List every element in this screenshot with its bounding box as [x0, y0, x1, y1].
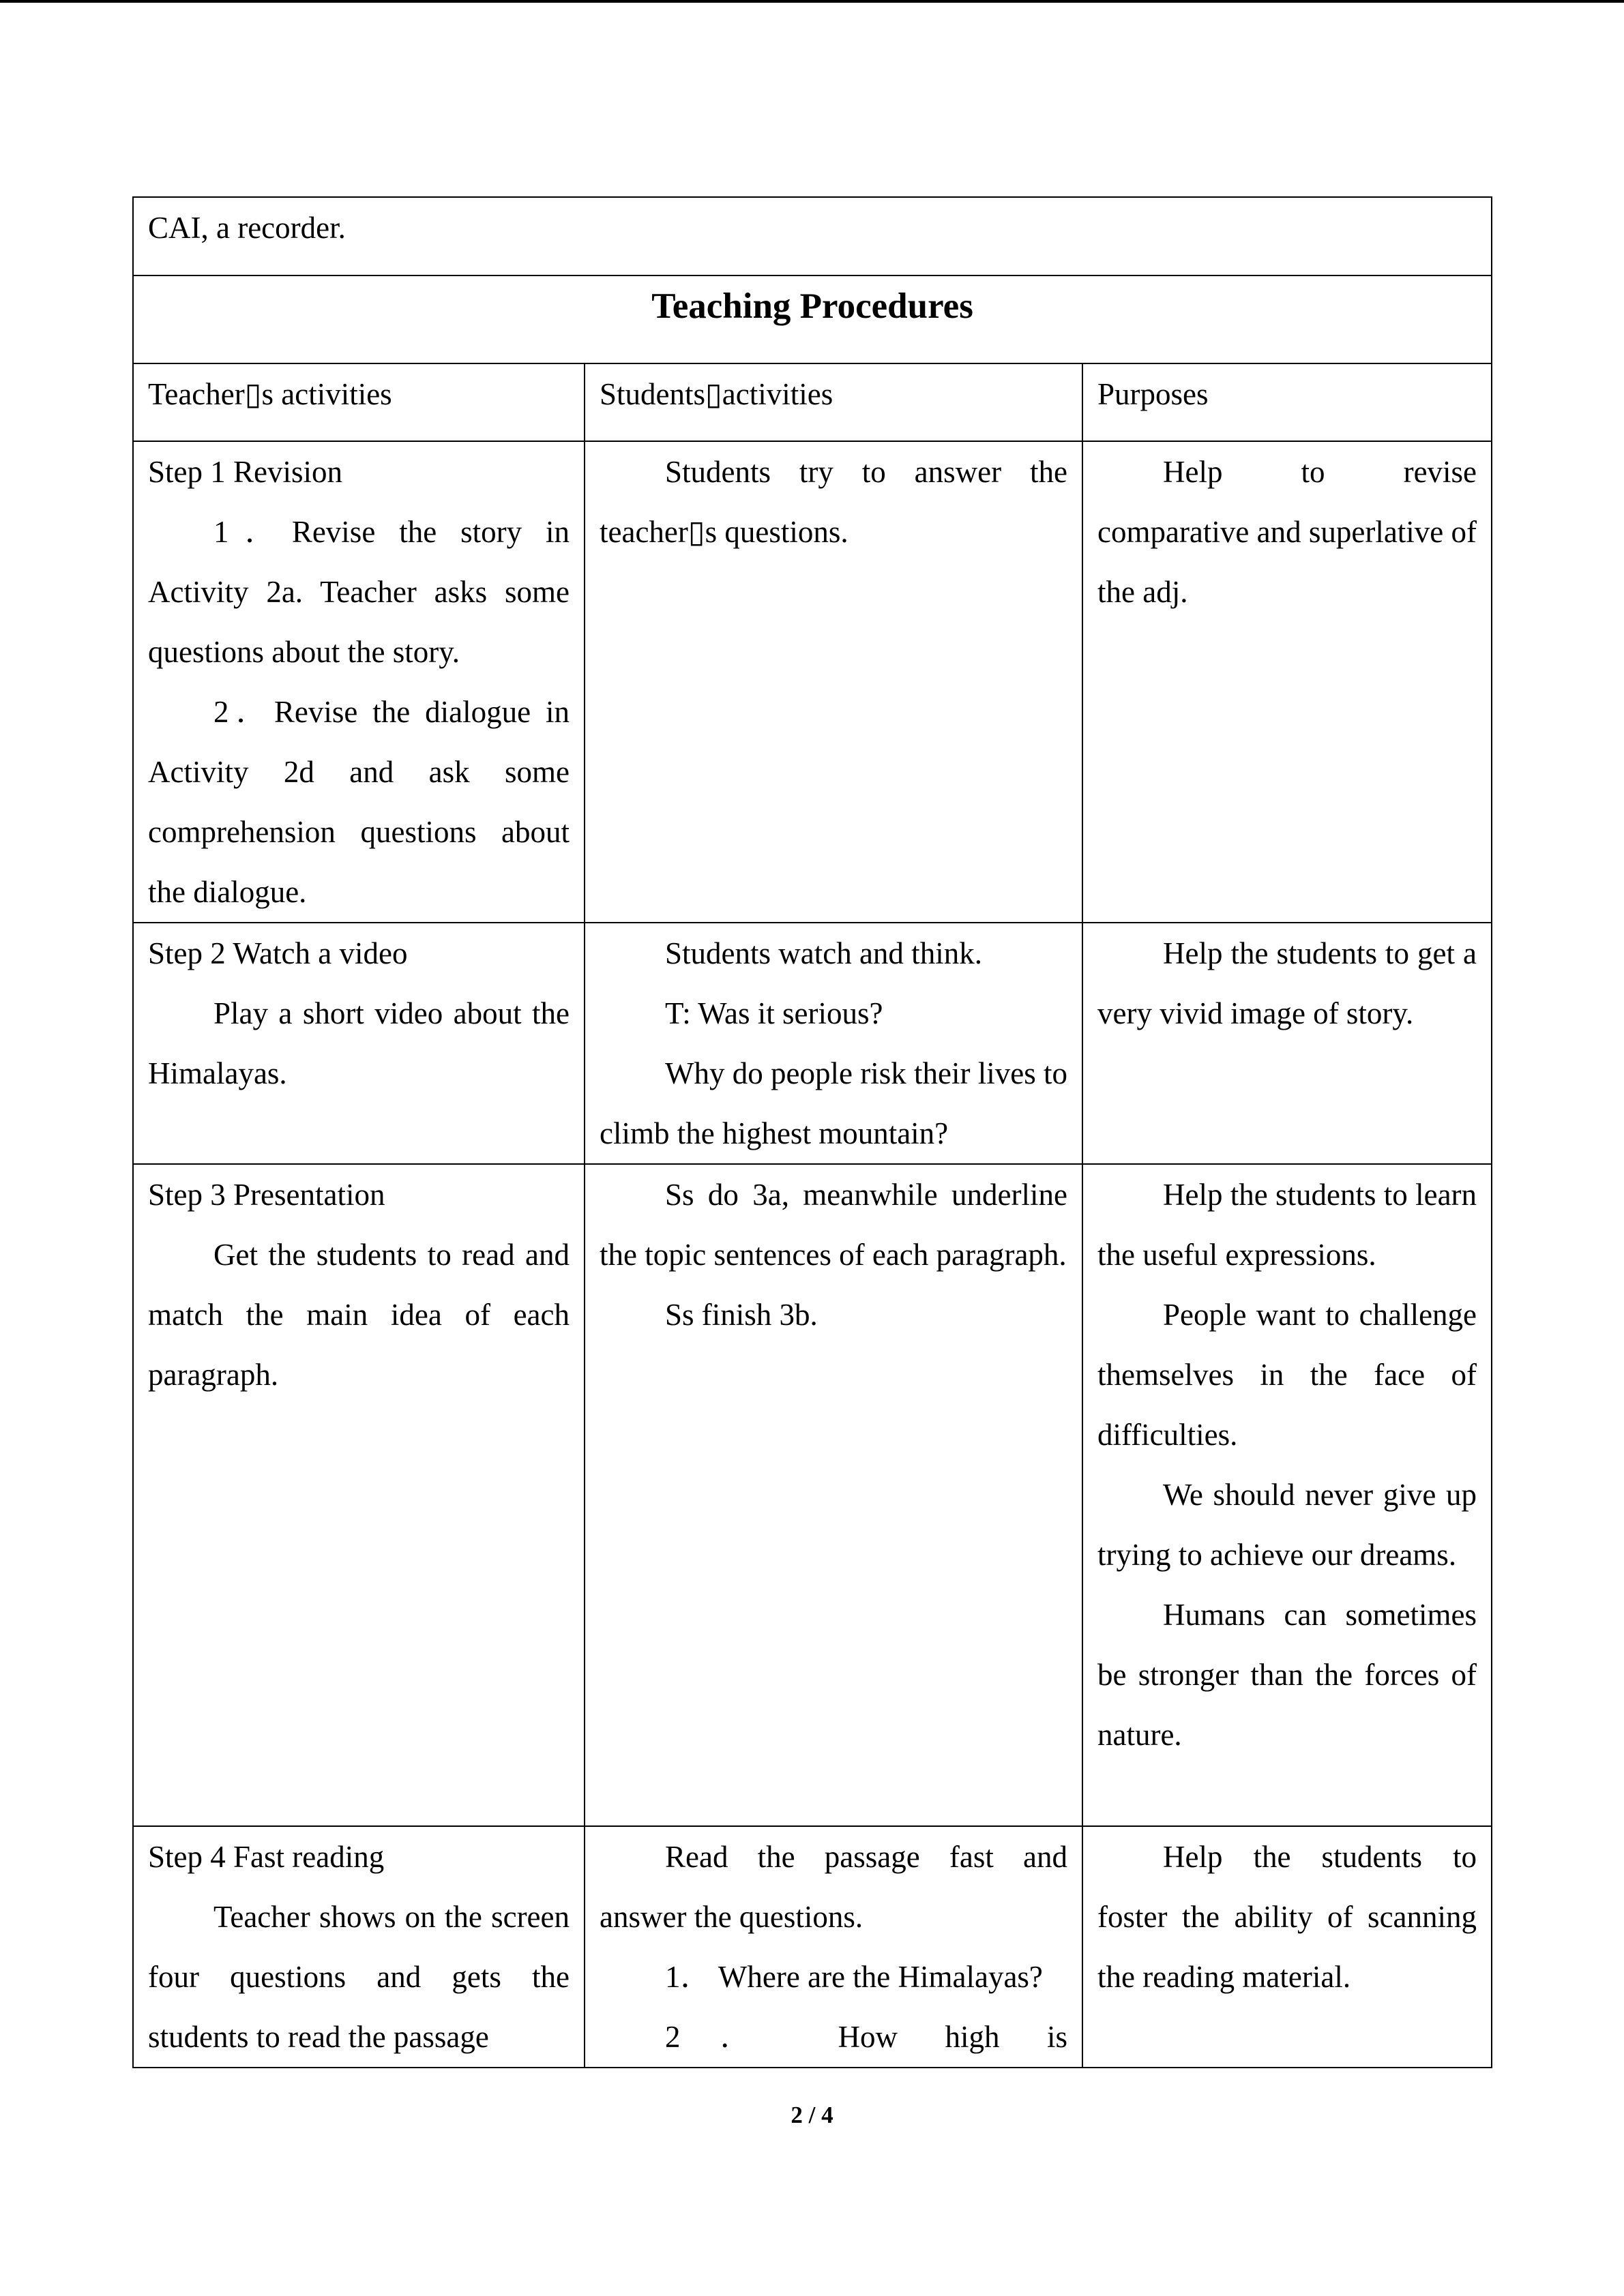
step-title: Step 4 Fast reading: [148, 1840, 385, 1874]
purpose-cell: [1082, 441, 1492, 923]
students-cell: [585, 441, 1082, 923]
step-row: [133, 1826, 1492, 2068]
purpose-text: Help to revise comparative and superlative of the adj.: [1097, 455, 1477, 609]
teacher-cell: [133, 441, 585, 923]
students-activity: 1． Where are the Himalayas?: [665, 1960, 1043, 1994]
teacher-activity: Play a short video about the Himalayas.: [148, 996, 570, 1090]
students-activity: Students try to answer the teacher▯s questions.: [600, 455, 1067, 549]
purpose-text: Humans can sometimes be stronger than the forces of nature.: [1097, 1598, 1477, 1752]
students-cell: [585, 1164, 1082, 1826]
step-title: Step 1 Revision: [148, 455, 343, 489]
materials-text: CAI, a recorder.: [133, 197, 1492, 275]
teaching-plan-table: [132, 196, 1492, 2068]
purpose-text: We should never give up trying to achieve our dreams.: [1097, 1478, 1477, 1572]
teacher-activity: Teacher shows on the screen four questions and gets the students to read the passage: [148, 1900, 570, 2054]
step-row: [133, 441, 1492, 923]
column-header-row: [133, 363, 1492, 441]
page-number: 2 / 4: [791, 2102, 833, 2128]
purpose-text: Help the students to learn the useful expressions.: [1097, 1178, 1477, 1272]
step-row: [133, 923, 1492, 1164]
teacher-cell: [133, 1164, 585, 1826]
step-title: Step 3 Presentation: [148, 1178, 385, 1212]
teacher-activity: Get the students to read and match the main idea of each paragraph.: [148, 1238, 570, 1392]
column-header-teacher: Teacher▯s activities: [133, 363, 585, 441]
purpose-cell: [1082, 1826, 1492, 2068]
heading-row: [133, 275, 1492, 363]
students-cell: [585, 1826, 1082, 2068]
column-header-purposes: Purposes: [1082, 363, 1492, 441]
purpose-text: People want to challenge themselves in the face of difficulties.: [1097, 1298, 1477, 1452]
students-activity: 2． How high is: [665, 2020, 1067, 2054]
teacher-cell: [133, 923, 585, 1164]
students-activity: T: Was it serious?: [665, 996, 883, 1030]
step-title: Step 2 Watch a video: [148, 936, 408, 970]
page-top-border: [0, 0, 1624, 3]
students-activity: Students watch and think.: [665, 936, 982, 970]
teacher-activity: 2．Revise the dialogue in Activity 2d and ask some comprehension questions about the dialogue.: [148, 695, 570, 909]
step-row: [133, 1164, 1492, 1826]
students-activity: Read the passage fast and answer the questions.: [600, 1840, 1067, 1934]
students-activity: Ss do 3a, meanwhile underline the topic sentences of each paragraph.: [600, 1178, 1067, 1272]
students-cell: [585, 923, 1082, 1164]
students-activity: Ss finish 3b.: [665, 1298, 818, 1332]
purpose-cell: [1082, 1164, 1492, 1826]
teacher-activity: 1．Revise the story in Activity 2a. Teacher asks some questions about the story.: [148, 515, 570, 669]
purpose-text: Help the students to foster the ability of scanning the reading material.: [1097, 1840, 1477, 1994]
materials-row: [133, 197, 1492, 275]
column-header-students: Students▯activities: [585, 363, 1082, 441]
purpose-cell: [1082, 923, 1492, 1164]
purpose-text: Help the students to get a very vivid image of story.: [1097, 936, 1477, 1030]
section-heading: Teaching Procedures: [133, 275, 1492, 363]
students-activity: Why do people risk their lives to climb the highest mountain?: [600, 1056, 1067, 1150]
teacher-cell: [133, 1826, 585, 2068]
